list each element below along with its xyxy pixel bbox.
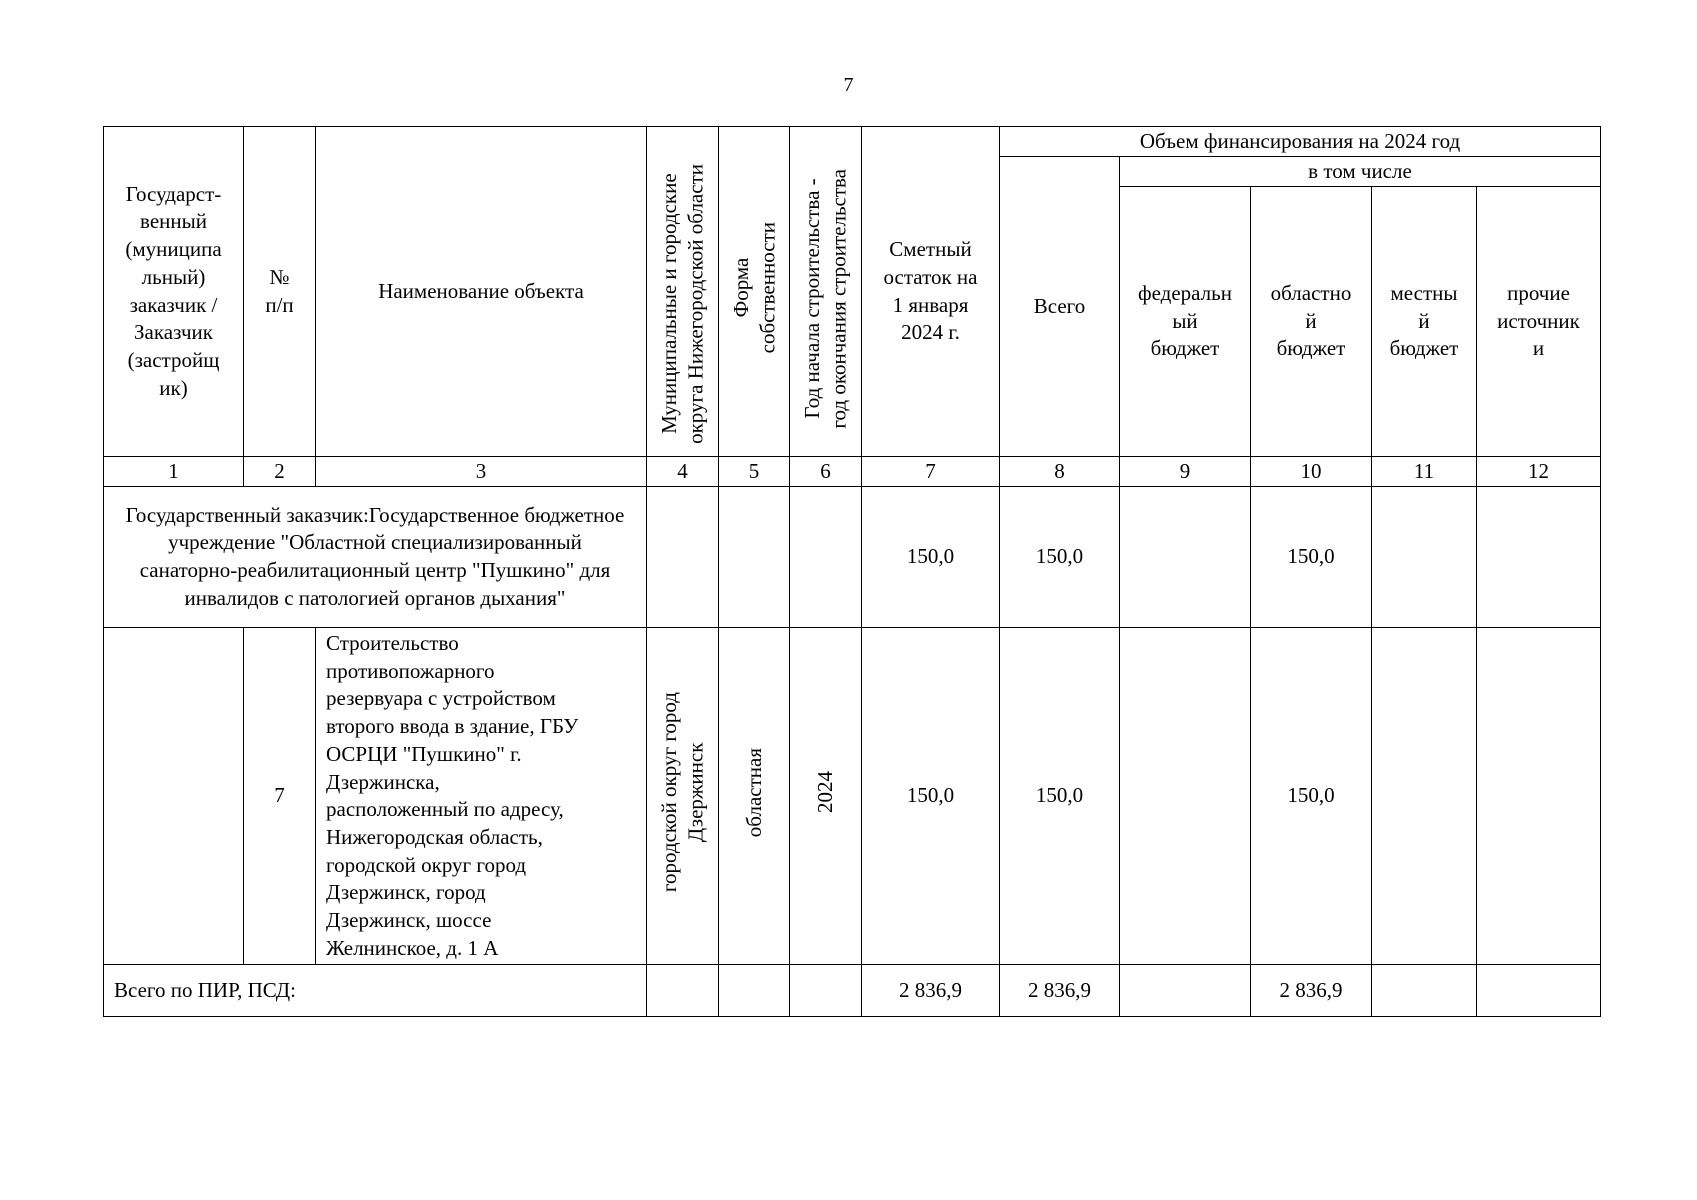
totals-estimate: 2 836,9 — [862, 965, 1000, 1017]
page-number: 7 — [843, 74, 854, 96]
totals-label: Всего по ПИР, ПСД: — [104, 965, 647, 1017]
column-number: 3 — [316, 457, 647, 487]
header-regional-cell — [1251, 187, 1372, 457]
group-total: 150,0 — [1000, 487, 1120, 628]
object-num: 7 — [244, 628, 316, 965]
group-estimate: 150,0 — [862, 487, 1000, 628]
group-federal — [1120, 487, 1251, 628]
header-estimate: Сметный остаток на 1 января 2024 г. — [883, 237, 978, 345]
header-num-cell — [244, 127, 316, 457]
header-customer: Государст- венный (муниципа льный) заказчик / Заказчик (застройщ ик) — [125, 181, 222, 400]
header-including-cell — [1120, 157, 1601, 187]
group-row — [104, 487, 1601, 628]
header-ownership: Форма собственности — [728, 221, 779, 354]
column-number: 11 — [1372, 457, 1477, 487]
header-funding-title: Объем финансирования на 2024 год — [1139, 128, 1461, 153]
column-number: 8 — [1000, 457, 1120, 487]
financing-table — [103, 126, 1601, 1017]
object-years: 2024 — [813, 771, 838, 814]
totals-federal — [1120, 965, 1251, 1017]
totals-ownership — [719, 965, 790, 1017]
group-regional: 150,0 — [1251, 487, 1372, 628]
header-federal-cell — [1120, 187, 1251, 457]
column-number: 9 — [1120, 457, 1251, 487]
column-number: 7 — [862, 457, 1000, 487]
group-ownership — [719, 487, 790, 628]
object-municipal: городской округ город Дзержинск — [657, 692, 708, 893]
column-number: 4 — [647, 457, 719, 487]
column-number: 12 — [1477, 457, 1601, 487]
object-federal — [1120, 628, 1251, 965]
header-num: № п/п — [265, 264, 294, 317]
column-number: 5 — [719, 457, 790, 487]
header-object-name: Наименование объекта — [378, 278, 584, 303]
group-local — [1372, 487, 1477, 628]
group-label: Государственный заказчик:Государственное бюджетное учреждение "Областной специализированный санаторно-реабилитационный центр "Пушкино" для инвалидов с патологией органов дыхания" — [104, 487, 647, 628]
header-other: прочие источник и — [1497, 280, 1580, 361]
object-total: 150,0 — [1000, 628, 1120, 965]
group-municipal — [647, 487, 719, 628]
header-customer-cell — [104, 127, 244, 457]
totals-regional: 2 836,9 — [1251, 965, 1372, 1017]
column-number: 10 — [1251, 457, 1372, 487]
totals-local — [1372, 965, 1477, 1017]
header-regional: областно й бюджет — [1270, 280, 1352, 361]
group-years — [790, 487, 862, 628]
header-estimate-cell — [862, 127, 1000, 457]
header-local: местны й бюджет — [1389, 280, 1459, 361]
totals-years — [790, 965, 862, 1017]
header-municipal-cell — [647, 127, 719, 457]
header-other-cell — [1477, 187, 1601, 457]
object-ownership-cell — [719, 628, 790, 965]
header-object-name-cell — [316, 127, 647, 457]
group-other — [1477, 487, 1601, 628]
header-total-cell — [1000, 157, 1120, 457]
totals-other — [1477, 965, 1601, 1017]
object-regional: 150,0 — [1251, 628, 1372, 965]
header-federal: федеральн ый бюджет — [1138, 280, 1232, 361]
header-funding-title-cell — [1000, 127, 1601, 157]
totals-row — [104, 965, 1601, 1017]
object-local — [1372, 628, 1477, 965]
header-total: Всего — [1033, 293, 1086, 318]
header-municipal: Муниципальные и городские округа Нижегородской области — [657, 164, 708, 445]
column-numbers-row — [104, 457, 1601, 487]
object-other — [1477, 628, 1601, 965]
object-ownership: областная — [741, 747, 766, 837]
object-name: Строительство противопожарного резервуара с устройством второго ввода в здание, ГБУ ОСРЦИ "Пушкино" г. Дзержинска, расположенный по адресу, Нижегородская область, городской округ город Дзержинск, город Дзержинск, шоссе Желнинское, д. 1 А — [316, 628, 647, 965]
object-row — [104, 628, 1601, 965]
header-row-top — [104, 127, 1601, 157]
header-ownership-cell — [719, 127, 790, 457]
object-municipal-cell — [647, 628, 719, 965]
object-estimate: 150,0 — [862, 628, 1000, 965]
header-including: в том числе — [1308, 158, 1412, 183]
totals-municipal — [647, 965, 719, 1017]
column-number: 1 — [104, 457, 244, 487]
column-number: 6 — [790, 457, 862, 487]
object-customer — [104, 628, 244, 965]
totals-total: 2 836,9 — [1000, 965, 1120, 1017]
header-years: Год начала строительства - год окончания строительства — [800, 168, 851, 429]
header-years-cell — [790, 127, 862, 457]
column-number: 2 — [244, 457, 316, 487]
object-years-cell — [790, 628, 862, 965]
header-local-cell — [1372, 187, 1477, 457]
